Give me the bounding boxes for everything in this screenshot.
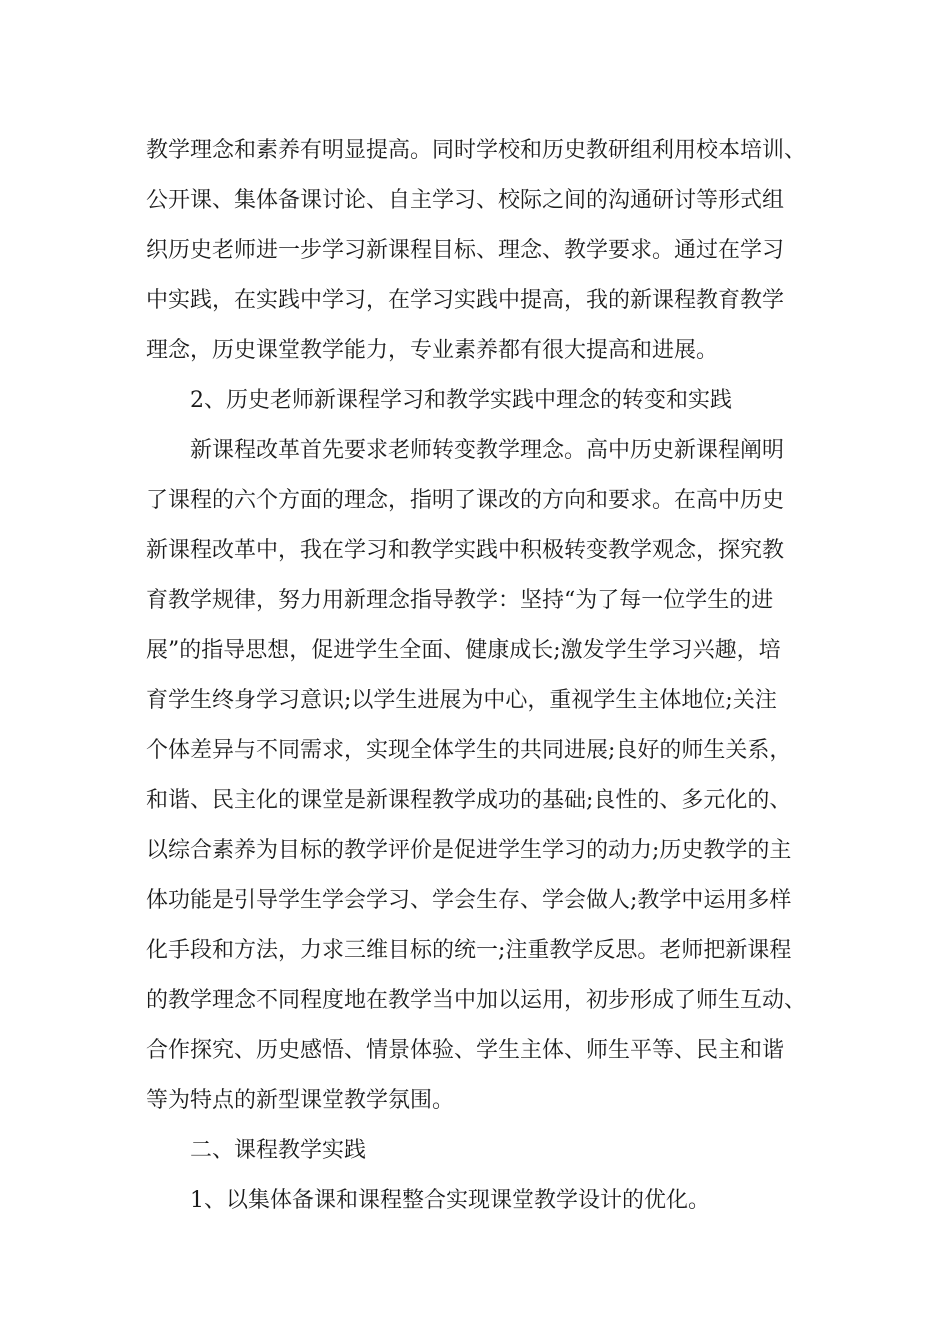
paragraph-line: 体功能是引导学生学会学习、学会生存、学会做人;教学中运用多样: [146, 888, 792, 913]
paragraph-line: 公开课、集体备课讨论、自主学习、校际之间的沟通研讨等形式组: [146, 188, 785, 213]
paragraph-line: 育学生终身学习意识;以学生进展为中心，重视学生主体地位;关注: [146, 688, 777, 713]
paragraph-line: 育教学规律，努力用新理念指导教学：坚持“为了每一位学生的进: [146, 588, 774, 613]
paragraph-line: 新课程改革中，我在学习和教学实践中积极转变教学观念，探究教: [146, 538, 785, 563]
paragraph-line: 以综合素养为目标的教学评价是促进学生学习的动力;历史教学的主: [146, 838, 792, 863]
paragraph-line: 的教学理念不同程度地在教学当中加以运用，初步形成了师生互动、: [146, 988, 807, 1013]
paragraph-line: 教学理念和素养有明显提高。同时学校和历史教研组利用校本培训、: [146, 138, 807, 163]
paragraph-line: 理念，历史课堂教学能力，专业素养都有很大提高和进展。: [146, 338, 719, 363]
paragraph-line: 新课程改革首先要求老师转变教学理念。高中历史新课程阐明: [190, 438, 785, 463]
paragraph-line: 合作探究、历史感悟、情景体验、学生主体、师生平等、民主和谐: [146, 1038, 785, 1063]
paragraph-line: 织历史老师进一步学习新课程目标、理念、教学要求。通过在学习: [146, 238, 785, 263]
paragraph-line: 展”的指导思想，促进学生全面、健康成长;激发学生学习兴趣，培: [146, 638, 781, 663]
paragraph-line: 和谐、民主化的课堂是新课程教学成功的基础;良性的、多元化的、: [146, 788, 792, 813]
subsection-heading: 2、历史老师新课程学习和教学实践中理念的转变和实践: [190, 388, 732, 413]
paragraph-line: 化手段和方法，力求三维目标的统一;注重教学反思。老师把新课程: [146, 938, 792, 963]
paragraph-line: 个体差异与不同需求，实现全体学生的共同进展;良好的师生关系，: [146, 738, 792, 763]
paragraph-line: 了课程的六个方面的理念，指明了课改的方向和要求。在高中历史: [146, 488, 785, 513]
section-heading: 二、课程教学实践: [190, 1138, 367, 1163]
paragraph-line: 等为特点的新型课堂教学氛围。: [146, 1088, 455, 1113]
paragraph-line: 中实践，在实践中学习，在学习实践中提高，我的新课程教育教学: [146, 288, 785, 313]
subsection-heading: 1、以集体备课和课程整合实现课堂教学设计的优化。: [190, 1188, 710, 1213]
